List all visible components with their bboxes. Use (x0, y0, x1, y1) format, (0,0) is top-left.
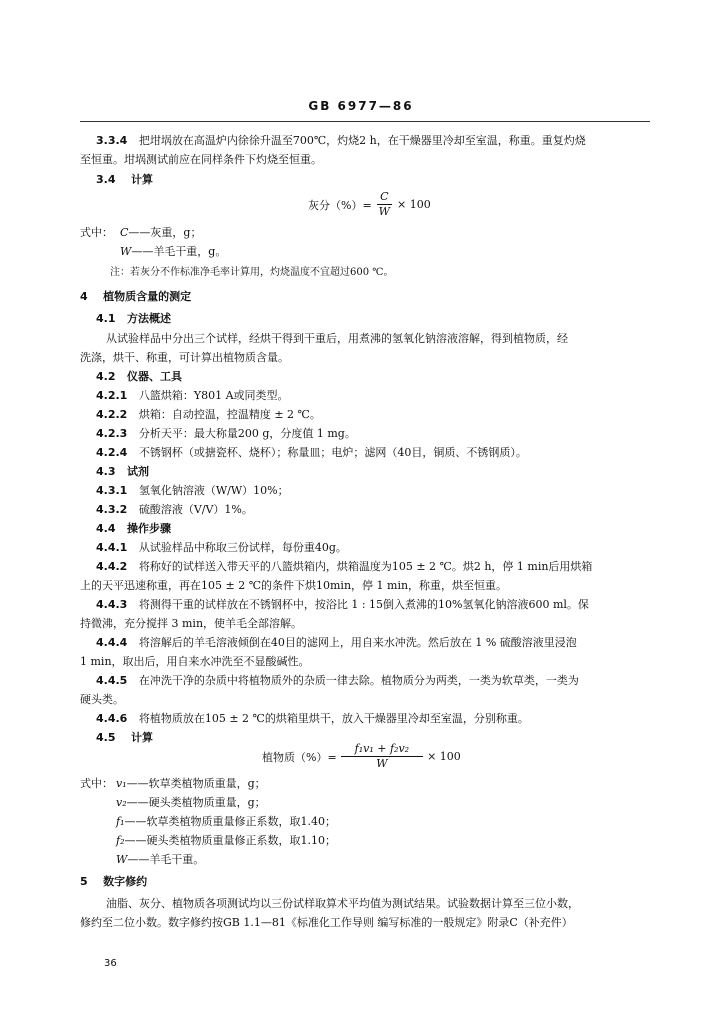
formula-numerator: f₁v₁ + f₂v₂ (341, 742, 423, 757)
section-title: 植物质含量的测定 (103, 290, 192, 303)
where-desc: 硬头类植物质重量修正系数，取1.10； (146, 834, 336, 847)
formula-lhs: 植物质（%）= (262, 750, 337, 764)
paragraph: 从试验样品中分出三个试样，经烘干得到干重后，用煮沸的氢氧化钠溶液溶解，得到植物质，经 (106, 332, 568, 345)
where-item (116, 832, 336, 848)
clause-number: 4.4.3 (96, 598, 128, 611)
where-dash: —— (124, 834, 147, 847)
where-item (116, 775, 266, 791)
where-symbol: f₁ (116, 815, 125, 828)
where-symbol: v₁ (116, 777, 127, 790)
where-item (120, 224, 201, 240)
clause-4-4-1 (96, 539, 347, 555)
clause-4-4-4-cont: 1 min，取出后，用自来水冲洗至不显酸碱性。 (80, 655, 310, 668)
ash-formula (308, 190, 431, 219)
section-number: 5 (80, 875, 88, 888)
clause-4-4-6 (96, 710, 529, 726)
where-desc: 软草类植物质重量修正系数，取1.40； (146, 815, 336, 828)
where-symbol: C (120, 226, 129, 239)
clause-4-2-heading (96, 368, 182, 384)
clause-3-3-4 (96, 132, 586, 148)
where-item (116, 813, 336, 829)
clause-number: 4.3 (96, 465, 116, 478)
clause-4-2-2 (96, 406, 321, 422)
clause-number: 4.4.6 (96, 712, 128, 725)
where-intro: 式中： (80, 777, 113, 790)
formula-rhs: × 100 (427, 750, 461, 763)
where-desc: 灰重，g； (150, 226, 202, 239)
page-number: 36 (104, 958, 117, 969)
clause-4-4-3 (96, 596, 589, 612)
clause-number: 4.5 (96, 731, 116, 744)
where-intro: 式中： (80, 226, 113, 239)
where-dash: —— (126, 777, 149, 790)
clause-4-2-4 (96, 444, 527, 460)
formula-denominator: W (378, 205, 390, 218)
clause-number: 4.3.1 (96, 484, 128, 497)
where-item (120, 243, 226, 259)
clause-number: 4.4.2 (96, 560, 128, 573)
formula-fraction (376, 190, 393, 219)
note: 注：若灰分不作标准净毛率计算用，灼烧温度不宜超过600 ℃。 (110, 267, 394, 278)
clause-title: 试剂 (127, 465, 149, 478)
clause-number: 4.4.4 (96, 636, 128, 649)
clause-4-4-heading (96, 520, 171, 536)
clause-number: 4.4.1 (96, 541, 128, 554)
clause-4-4-2-cont: 上的天平迅速称重，再在105 ± 2 ℃的条件下烘10min，停 1 min，称重，烘至恒重。 (80, 579, 508, 592)
clause-number: 4.2.1 (96, 389, 128, 402)
formula-denominator: W (376, 757, 388, 770)
clause-4-4-5-cont: 硬头类。 (80, 693, 124, 706)
section-title: 数字修约 (103, 875, 148, 888)
formula-fraction (341, 742, 423, 771)
clause-3-3-4-cont: 至恒重。坩埚测试前应在同样条件下灼烧至恒重。 (80, 153, 322, 166)
where-symbol: v₂ (116, 796, 127, 809)
clause-number: 4.2.2 (96, 408, 128, 421)
clause-4-1-heading (96, 310, 171, 326)
clause-text: 从试验样品中称取三份试样，每份重40g。 (138, 541, 347, 554)
clause-text: 氢氧化钠溶液（W/W）10%； (138, 484, 289, 497)
clause-number: 4.2.3 (96, 427, 128, 440)
formula-lhs: 灰分（%）= (308, 198, 372, 212)
clause-number: 3.3.4 (96, 134, 128, 147)
where-dash: —— (127, 853, 150, 866)
clause-text: 将植物质放在105 ± 2 ℃的烘箱里烘干，放入干燥器里冷却至室温，分别称重。 (138, 712, 529, 725)
clause-text: 烘箱：自动控温，控温精度 ± 2 ℃。 (138, 408, 321, 421)
clause-4-4-5 (96, 672, 579, 688)
clause-text: 将测得干重的试样放在不锈钢杯中，按浴比 1 : 15倒入煮沸的10%氢氧化钠溶液600 ml。保 (138, 598, 589, 611)
where-item (116, 851, 204, 867)
clause-3-4-heading (96, 171, 153, 187)
clause-text: 把坩埚放在高温炉内徐徐升温至700℃，灼烧2 h，在干燥器里冷却至室温，称重。重复灼烧 (138, 134, 586, 147)
where-desc: 羊毛干重。 (149, 853, 205, 866)
clause-4-2-1 (96, 387, 289, 403)
where-symbol: W (120, 245, 132, 258)
clause-number: 3.4 (96, 173, 116, 186)
clause-number: 4.4.5 (96, 674, 128, 687)
paragraph-cont: 洗涤，烘干、称重，可计算出植物质含量。 (80, 351, 289, 364)
clause-number: 4.3.2 (96, 503, 128, 516)
where-item (116, 794, 266, 810)
clause-4-4-4 (96, 634, 577, 650)
formula-numerator: C (377, 190, 391, 205)
header-rule (80, 121, 650, 122)
clause-text: 将称好的试样送入带天平的八篮烘箱内，烘箱温度为105 ± 2 ℃。烘2 h，停 1 min后用烘箱 (138, 560, 593, 573)
clause-text: 不锈钢杯（或搪瓷杯、烧杯）；称量皿；电炉；滤网（40目，铜质、不锈钢质）。 (138, 446, 527, 459)
clause-4-2-3 (96, 425, 356, 441)
paragraph: 油脂、灰分、植物质各项测试均以三份试样取算术平均值为测试结果。试验数据计算至三位小数， (106, 897, 579, 910)
clause-number: 4.2.4 (96, 446, 128, 459)
where-symbol: W (116, 853, 128, 866)
where-symbol: f₂ (116, 834, 125, 847)
clause-4-4-3-cont: 持微沸，充分搅拌 3 min，使羊毛全部溶解。 (80, 617, 303, 630)
clause-title: 操作步骤 (127, 522, 171, 535)
section-4-heading (80, 288, 191, 304)
clause-4-4-2 (96, 558, 592, 574)
clause-title: 方法概述 (127, 312, 171, 325)
clause-title: 计算 (131, 731, 153, 744)
clause-4-5-heading (96, 729, 153, 745)
where-dash: —— (131, 245, 154, 258)
section-5-heading (80, 873, 147, 889)
where-dash: —— (128, 226, 151, 239)
clause-text: 分析天平：最大称量200 g，分度值 1 mg。 (138, 427, 356, 440)
formula-rhs: × 100 (396, 198, 431, 211)
section-number: 4 (80, 290, 88, 303)
paragraph-cont: 修约至二位小数。数字修约按GB 1.1—81《标准化工作导则 编写标准的一般规定》附录C（补充件） (80, 916, 573, 929)
clause-number: 4.2 (96, 370, 116, 383)
clause-number: 4.4 (96, 522, 116, 535)
page-header-code: GB 6977—86 (308, 99, 414, 113)
where-desc: 硬头类植物质重量，g； (148, 796, 266, 809)
where-dash: —— (124, 815, 147, 828)
clause-4-3-2 (96, 501, 253, 517)
where-desc: 羊毛干重，g。 (153, 245, 227, 258)
where-dash: —— (126, 796, 149, 809)
clause-title: 仪器、工具 (127, 370, 182, 383)
clause-text: 在冲洗干净的杂质中将植物质外的杂质一律去除。植物质分为两类，一类为软草类，一类为 (138, 674, 579, 687)
clause-text: 硫酸溶液（V/V）1%。 (138, 503, 253, 516)
where-desc: 软草类植物质重量，g； (148, 777, 266, 790)
clause-title: 计算 (131, 173, 153, 186)
clause-text: 将溶解后的羊毛溶液倾倒在40目的滤网上，用自来水冲洗。然后放在 1 % 硫酸溶液里浸泡 (138, 636, 577, 649)
plant-matter-formula (262, 742, 461, 771)
clause-4-3-1 (96, 482, 289, 498)
clause-4-3-heading (96, 463, 149, 479)
clause-number: 4.1 (96, 312, 116, 325)
clause-text: 八篮烘箱：Y801 A或同类型。 (138, 389, 289, 402)
